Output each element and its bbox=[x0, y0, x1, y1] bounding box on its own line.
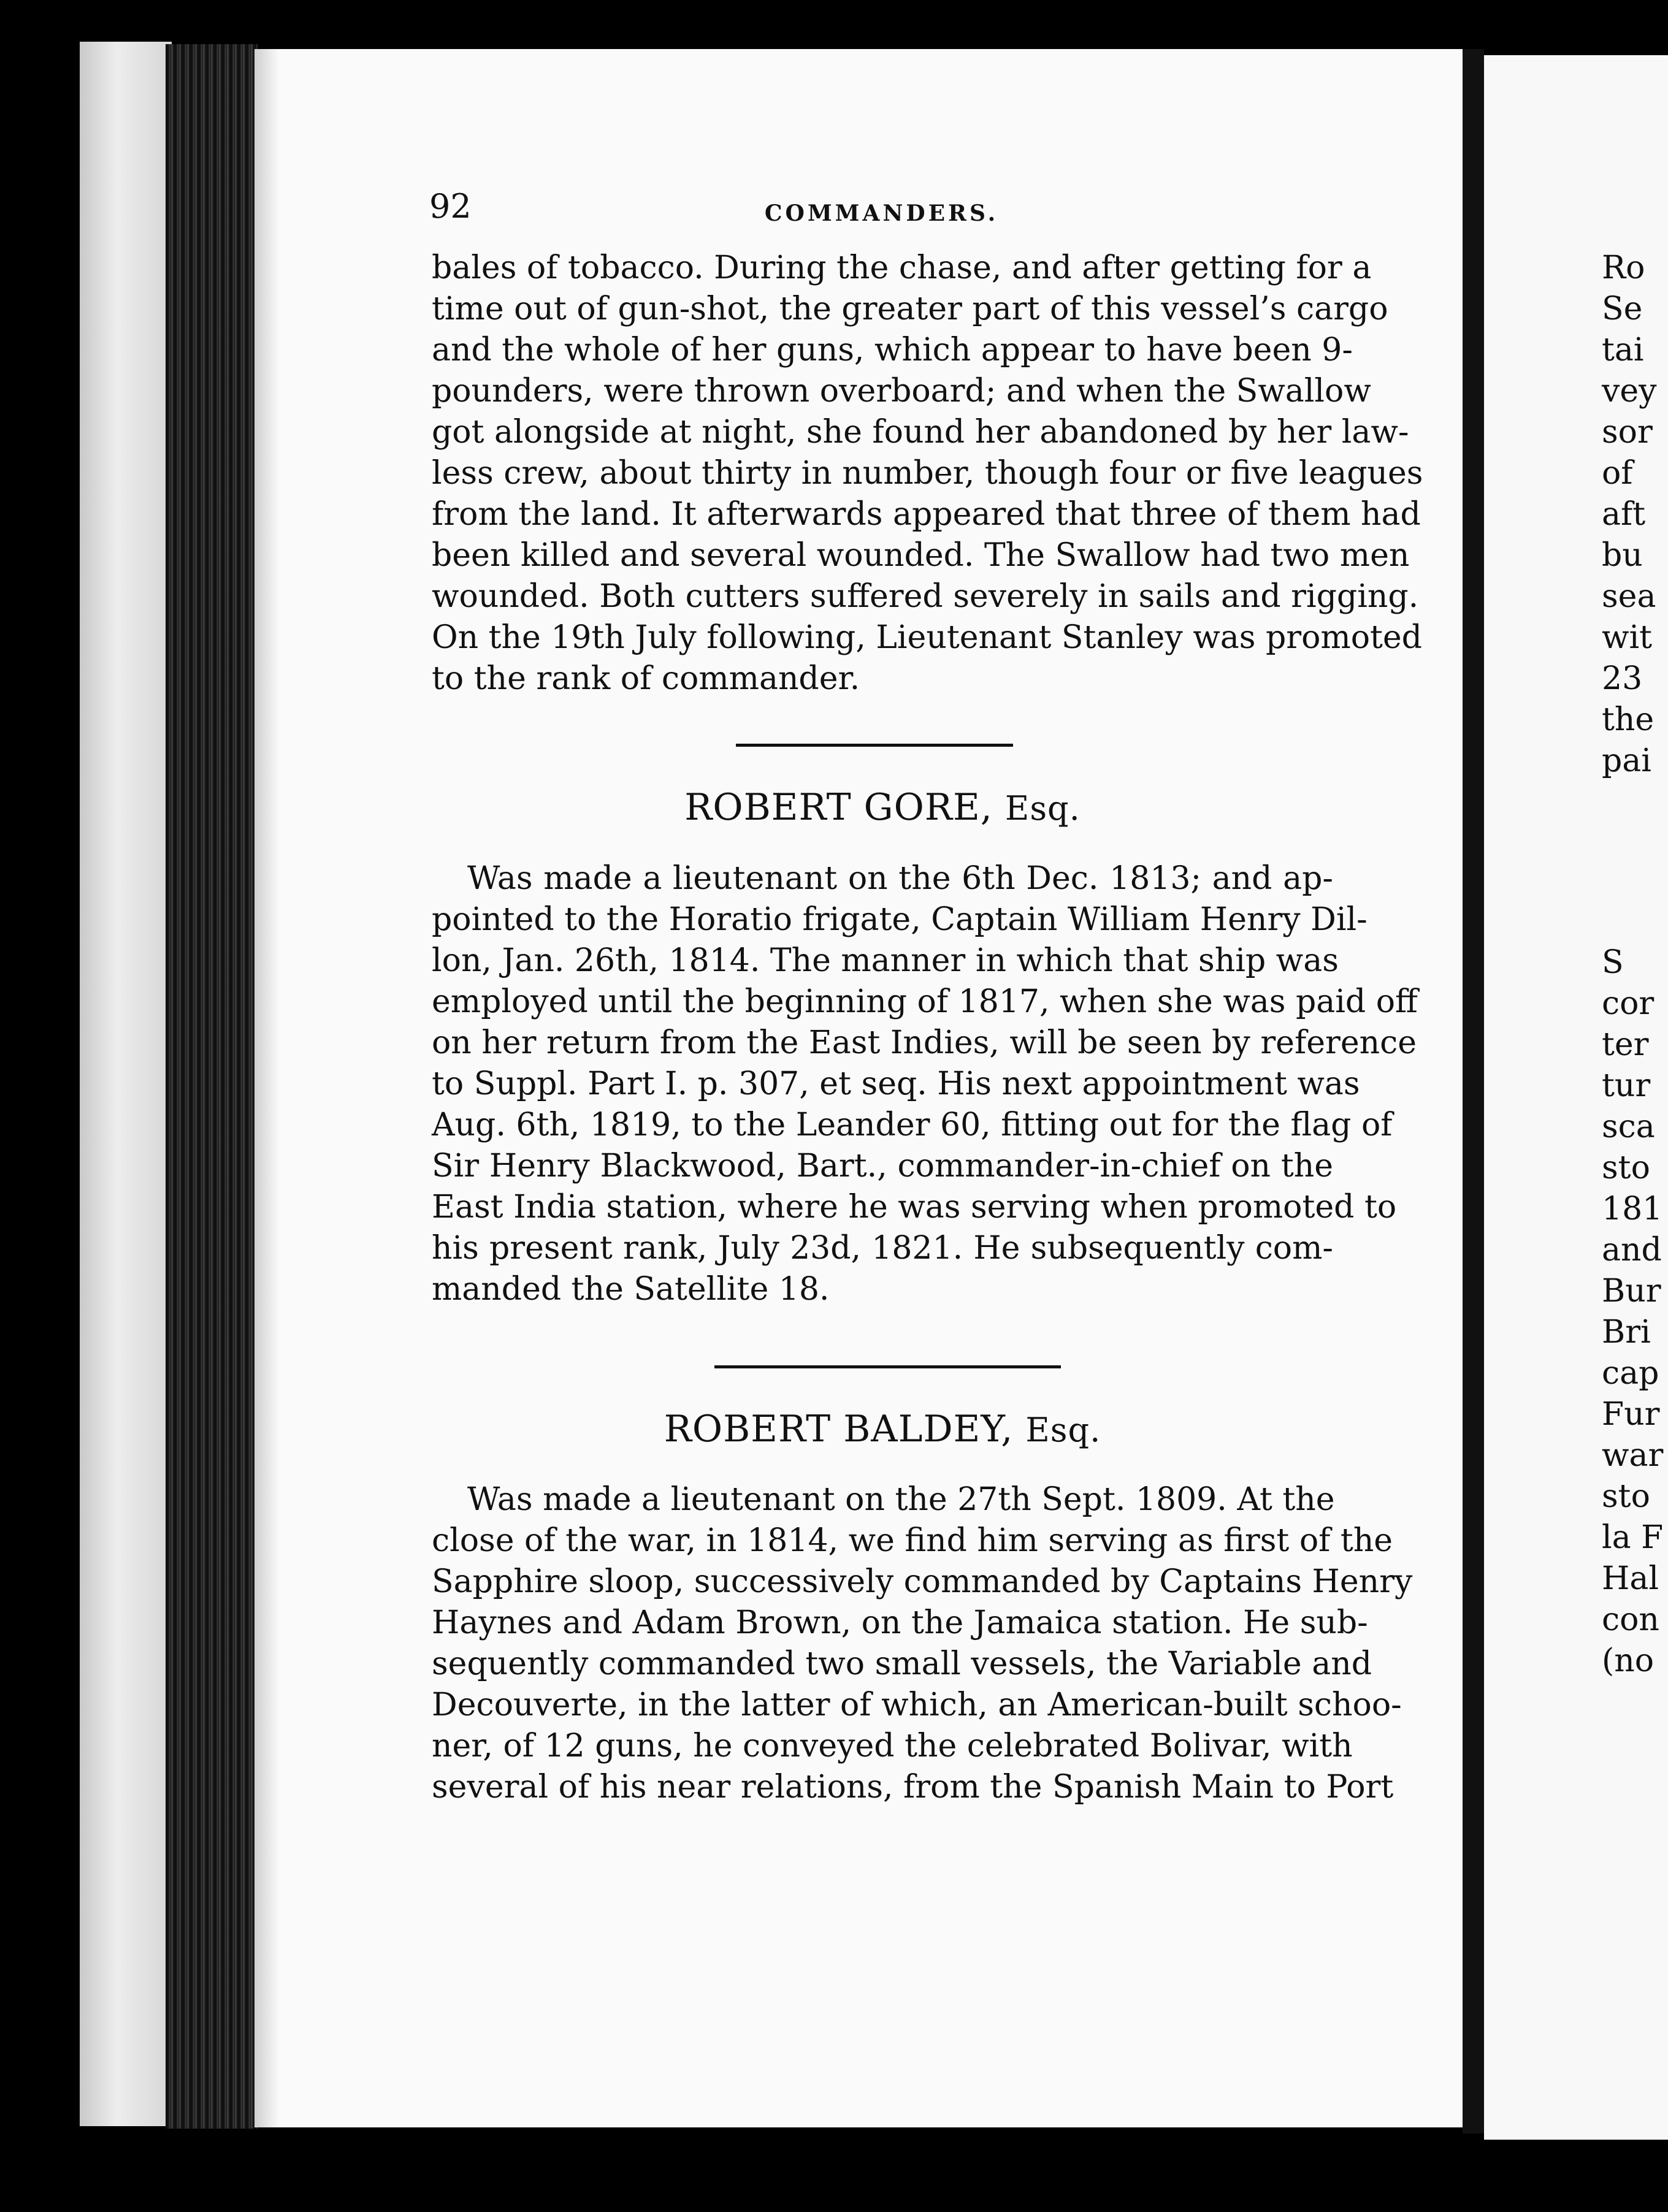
facing-page-fragment: Bur bbox=[1602, 1273, 1661, 1310]
facing-page-fragment: bu bbox=[1602, 537, 1643, 574]
facing-page-text-top bbox=[1602, 248, 1657, 782]
facing-page-fragment: tai bbox=[1602, 332, 1644, 368]
heading-name: ROBERT GORE, bbox=[684, 786, 993, 829]
facing-page-fragment: sea bbox=[1602, 578, 1656, 615]
text-line: East India station, where he was serving when promoted to bbox=[432, 1189, 1397, 1226]
text-line: Haynes and Adam Brown, on the Jamaica station. He sub- bbox=[432, 1604, 1368, 1641]
heading-name: ROBERT BALDEY, bbox=[664, 1408, 1014, 1451]
book-gutter bbox=[1463, 49, 1484, 2134]
book-page-edges bbox=[166, 44, 258, 2129]
text-line: his present rank, July 23d, 1821. He subsequently com- bbox=[432, 1230, 1333, 1267]
heading-suffix: Esq. bbox=[1004, 789, 1081, 828]
text-line: ner, of 12 guns, he conveyed the celebrated Bolivar, with bbox=[432, 1728, 1353, 1764]
text-line: Decouverte, in the latter of which, an American-built schoo- bbox=[432, 1687, 1402, 1723]
paragraph-gore bbox=[432, 858, 1418, 1310]
facing-page-fragment: (no bbox=[1602, 1642, 1655, 1679]
backing-board bbox=[80, 42, 172, 2126]
facing-page-fragment: wit bbox=[1602, 619, 1653, 656]
facing-page-fragment: con bbox=[1602, 1601, 1659, 1638]
text-line: several of his near relations, from the Spanish Main to Port bbox=[432, 1769, 1394, 1806]
text-line: pounders, were thrown overboard; and when the Swallow bbox=[432, 373, 1371, 410]
text-line: Sapphire sloop, successively commanded by Captains Henry bbox=[432, 1563, 1413, 1600]
text-line: wounded. Both cutters suffered severely in sails and rigging. bbox=[432, 578, 1419, 615]
page-binding-shadow bbox=[254, 49, 279, 2127]
text-line: been killed and several wounded. The Swallow had two men bbox=[432, 537, 1410, 574]
text-line: time out of gun-shot, the greater part of this vessel’s cargo bbox=[432, 291, 1388, 327]
facing-page-fragment: 23 bbox=[1602, 660, 1643, 697]
text-line: and the whole of her guns, which appear to have been 9- bbox=[432, 332, 1353, 368]
page-header bbox=[429, 187, 1334, 236]
text-line: to the rank of commander. bbox=[432, 660, 860, 697]
text-line: close of the war, in 1814, we find him serving as first of the bbox=[432, 1522, 1393, 1559]
facing-page-fragment: sto bbox=[1602, 1150, 1650, 1186]
facing-page-fragment: sto bbox=[1602, 1478, 1650, 1515]
facing-page-fragment: the bbox=[1602, 701, 1655, 738]
paragraph-baldey bbox=[432, 1479, 1413, 1808]
facing-page-fragment: of bbox=[1602, 455, 1633, 492]
text-line: less crew, about thirty in number, though four or five leagues bbox=[432, 455, 1423, 492]
facing-page-fragment: Hal bbox=[1602, 1560, 1659, 1597]
text-line: got alongside at night, she found her abandoned by her law- bbox=[432, 414, 1409, 451]
text-line: employed until the beginning of 1817, when she was paid off bbox=[432, 983, 1418, 1020]
heading-suffix: Esq. bbox=[1025, 1411, 1101, 1449]
facing-page-fragment: Bri bbox=[1602, 1314, 1651, 1351]
text-line: on her return from the East Indies, will be seen by reference bbox=[432, 1024, 1417, 1061]
section-divider bbox=[714, 1365, 1061, 1368]
text-line: Aug. 6th, 1819, to the Leander 60, fitting out for the flag of bbox=[432, 1107, 1393, 1143]
text-line: Was made a lieutenant on the 6th Dec. 1813; and ap- bbox=[467, 860, 1333, 897]
facing-page-fragment: war bbox=[1602, 1437, 1664, 1474]
facing-page-fragment: vey bbox=[1602, 373, 1657, 410]
facing-page-fragment: aft bbox=[1602, 496, 1646, 533]
text-line: Was made a lieutenant on the 27th Sept. 1809. At the bbox=[467, 1481, 1335, 1518]
facing-page-fragment: Se bbox=[1602, 291, 1643, 327]
section-heading-baldey bbox=[432, 1408, 1333, 1451]
facing-page-fragment: cap bbox=[1602, 1355, 1659, 1392]
section-divider bbox=[736, 744, 1013, 747]
text-line: to Suppl. Part I. p. 307, et seq. His next appointment was bbox=[432, 1066, 1360, 1102]
section-heading-gore bbox=[432, 786, 1333, 829]
facing-page-fragment: tur bbox=[1602, 1067, 1651, 1104]
text-line: bales of tobacco. During the chase, and after getting for a bbox=[432, 250, 1372, 286]
facing-page-fragment: Ro bbox=[1602, 250, 1645, 286]
facing-page-fragment: and bbox=[1602, 1232, 1662, 1268]
text-line: Sir Henry Blackwood, Bart., commander-in-chief on the bbox=[432, 1148, 1333, 1184]
facing-page-fragment: la F bbox=[1602, 1519, 1664, 1556]
facing-page-fragment: ter bbox=[1602, 1026, 1649, 1063]
facing-page-fragment: cor bbox=[1602, 985, 1655, 1022]
facing-page-fragment: S bbox=[1602, 944, 1624, 981]
text-line: sequently commanded two small vessels, the Variable and bbox=[432, 1646, 1372, 1682]
facing-page-fragment: pai bbox=[1602, 742, 1651, 779]
facing-page-text-bottom bbox=[1602, 942, 1664, 1682]
text-line: lon, Jan. 26th, 1814. The manner in which that ship was bbox=[432, 942, 1339, 979]
running-head: COMMANDERS. bbox=[764, 200, 999, 226]
facing-page-fragment: sca bbox=[1602, 1108, 1655, 1145]
facing-page-fragment: Fur bbox=[1602, 1396, 1660, 1433]
text-line: manded the Satellite 18. bbox=[432, 1271, 830, 1308]
text-line: from the land. It afterwards appeared that three of them had bbox=[432, 496, 1421, 533]
paragraph-continuation bbox=[432, 248, 1423, 700]
text-line: pointed to the Horatio frigate, Captain William Henry Dil- bbox=[432, 901, 1368, 938]
facing-page-fragment: 181 bbox=[1602, 1191, 1663, 1227]
facing-page-fragment: sor bbox=[1602, 414, 1653, 451]
page-number: 92 bbox=[429, 187, 472, 226]
text-line: On the 19th July following, Lieutenant Stanley was promoted bbox=[432, 619, 1422, 656]
